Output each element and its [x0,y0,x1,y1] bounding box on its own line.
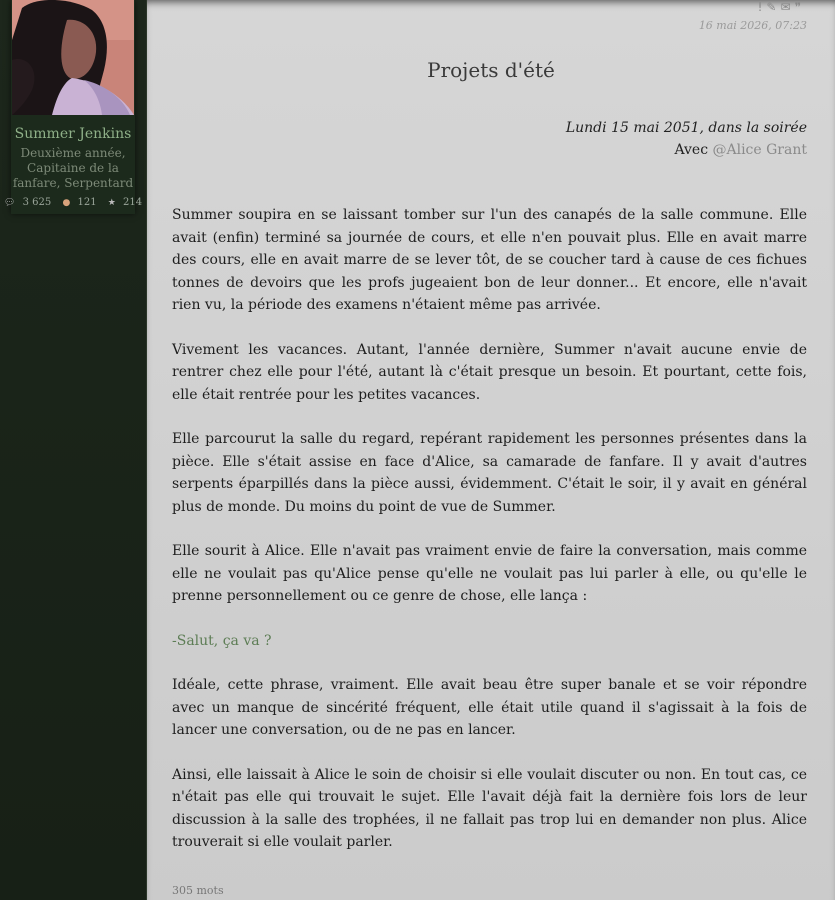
report-icon[interactable]: ! [757,0,767,14]
author-name[interactable]: Summer Jenkins [14,126,132,142]
author-description: Deuxième année, Capitaine de la fanfare, Serpentard [12,146,134,190]
scene-participants [566,139,807,161]
post-title: Projets d'été [427,58,555,82]
stars-stat [106,197,144,208]
paragraph: Ainsi, elle laissait à Alice le soin de choisir si elle voulait discuter ou non. En tout cas, ce n'était pas elle qui trouvait le sujet. Elle l'avait déjà fait la dernière fois lors de leur discussion à la salle des trophées, il ne fallait pas trop lui en demander non plus. Alice trouverait si elle voulait parler. [172,766,807,850]
points-count: 121 [77,197,97,208]
author-stats [0,197,146,208]
post-toolbar [758,0,805,14]
coin-icon: ● [62,198,71,208]
paragraph: Elle sourit à Alice. Elle n'avait pas vraiment envie de faire la conversation, mais comme elle ne voulait pas qu'Alice pense qu'elle ne voulait pas lui parler à elle, ou qu'elle le prenne personnellement ou ce genre de chose, elle lança : [172,543,807,604]
quote-icon[interactable]: ❞ [794,0,805,14]
stars-count: 214 [123,197,143,208]
messages-count: 3 625 [22,197,52,208]
paragraph: Idéale, cette phrase, vraiment. Elle avait beau être super banale et se voir répondre avec un manque de sincérité fréquent, elle était utile quand il s'agissait à la fois de lancer une conversation, ou de ne pas en lancer. [172,677,807,738]
avatar-portrait [12,0,134,115]
user-mention-link[interactable]: @Alice Grant [712,142,807,158]
paragraph: Elle parcourut la salle du regard, repérant rapidement les personnes présentes dans la pièce. Elle s'était assise en face d'Alice, sa camarade de fanfare. Il y avait d'autres serpents éparpillés dans la pièce aussi, évidemment. C'était le soir, il y avait en général plus de monde. Du moins du point de vue de Summer. [172,431,807,515]
star-icon: ★ [107,198,116,208]
mail-icon[interactable]: ✉ [780,0,795,14]
post-timestamp: 16 mai 2026, 07:23 [698,19,807,32]
messages-stat [2,197,53,208]
avatar[interactable] [12,0,134,115]
speech-bubble-icon: 💬︎ [4,198,16,208]
paragraph: Summer soupira en se laissant tomber sur l'un des canapés de la salle commune. Elle avait (enfin) terminé sa journée de cours, et elle n'en pouvait plus. Elle en avait marre des cours, elle en avait marre de se lever tôt, de se coucher tard à cause de ces fichues tonnes de devoirs que les profs jugeaient bon de leur donner... Et encore, elle n'avait rien vu, la période des examens n'étaient même pas arrivée. [172,207,807,313]
post-container [147,0,835,900]
author-sidebar [0,0,147,900]
points-stat [60,197,98,208]
post-meta [566,117,807,161]
scene-date: Lundi 15 mai 2051, dans la soirée [565,120,807,136]
dialogue-line: -Salut, ça va ? [172,632,272,649]
word-count: 305 mots [172,884,224,897]
edit-icon[interactable]: ✎ [766,0,781,14]
paragraph: Vivement les vacances. Autant, l'année dernière, Summer n'avait aucune envie de rentrer chez elle pour l'été, autant là c'était presque un besoin. Et pourtant, cette fois, elle était rentrée pour les petites vacances. [172,341,807,403]
post-body [172,204,807,876]
with-label: Avec [674,142,709,158]
